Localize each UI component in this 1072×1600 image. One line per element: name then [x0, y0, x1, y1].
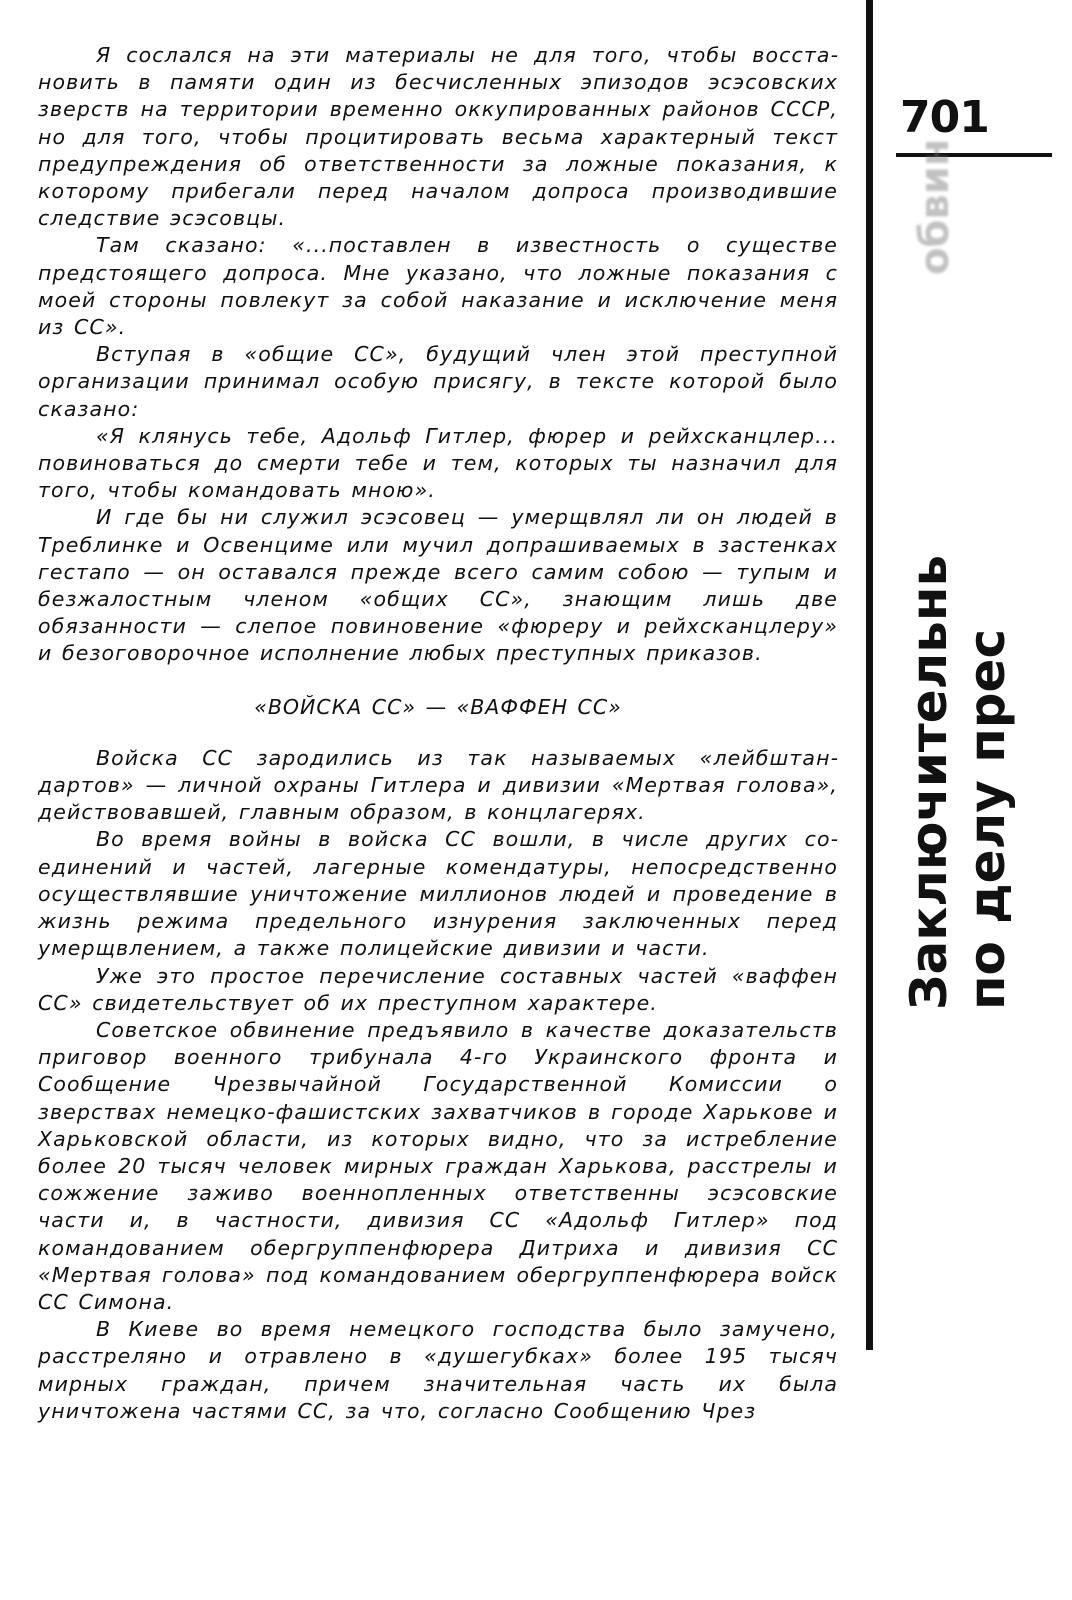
paragraph: Войска СС зародились из так называемых «лейбштандартов» — личной охраны Гитлера и дивизии «Мертвая голова», действовавшей, главным образом, в концлагерях.: [38, 745, 838, 825]
paragraph: В Киеве во время немецкого господства было замучено, расстреляно и отравлено в «душегубках» более 195 тысяч мирных граждан, причем значительная часть их была уничтожена частями СС, за что, согласно Сообщению Чрез: [38, 1317, 838, 1423]
paragraph: И где бы ни служил эсэсовец — умерщвлял ли он людей в Треблинке и Освенциме или мучил допрашиваемых в застенках гестапо — он оставался прежде всего самим собою — тупым и безжалостным членом «общих СС», знающим лишь две обязанности — слепое повиновение «фюреру и рейхсканцлеру» и безоговорочное исполнение любых преступных приказов.: [38, 505, 838, 666]
paragraph: Во время войны в войска СС вошли, в числе других соединений и частей, лагерные комендатуры, непосредственно осуществлявшие уничтожение миллионов людей и проведение в жизнь режима предельного изнурения заключенных перед умерщвлением, а также полицейские дивизии и части.: [38, 827, 838, 961]
paragraph: Вступая в «общие СС», будущий член этой преступной организации принимал особую присягу, в тексте которой было сказано:: [38, 342, 838, 421]
vertical-divider: [866, 0, 873, 1350]
main-text-column: [38, 42, 838, 1425]
paragraph: «Я клянусь тебе, Адольф Гитлер, фюрер и рейхсканцлер... повиноваться до смерти тебе и тем, которых ты назначил для того, чтобы командовать мною».: [38, 423, 838, 503]
page-number: 701: [900, 92, 989, 143]
running-head-line-2: по делу прес: [958, 628, 1016, 1010]
bleed-through-text: обвин: [912, 138, 958, 275]
running-head-line-1: Заключительнь: [900, 554, 958, 1010]
paragraph: Советское обвинение предъявило в качестве доказательств приговор военного трибунала 4-го Украинского фронта и Сообщение Чрезвычайной Государственной Комиссии о зверствах немецко-фашистских захватчиков в городе Харькове и Харьковской области, из которых видно, что за истребление более 20 тысяч человек мирных граждан Харькова, расстрелы и сожжение заживо военнопленных ответственны эсэсовские части и, в частности, дивизия СС «Адольф Гитлер» под командованием обергруппенфюрера Дитриха и дивизия СС «Мертвая голова» под командованием обергруппенфюрера войск СС Симона.: [38, 1017, 838, 1314]
paragraph: Я сослался на эти материалы не для того, чтобы восстановить в памяти один из бесчисленных эпизодов эсэсовских зверств на территории временно оккупированных районов СССР, но для того, чтобы процитировать весьма характерный текст предупреждения об ответственности за ложные показания, к которому прибегали перед началом допроса производившие следствие эсэсовцы.: [38, 43, 838, 231]
section-heading: «ВОЙСКА СС» — «ВАФФЕН СС»: [254, 694, 622, 719]
paragraph: Уже это простое перечисление составных частей «ваффен СС» свидетельствует об их преступном характере.: [38, 963, 838, 1015]
paragraph: Там сказано: «...поставлен в известность о существе предстоящего допроса. Мне указано, что ложные показания с моей стороны повлекут за собой наказание и исключение меня из СС».: [38, 233, 838, 340]
